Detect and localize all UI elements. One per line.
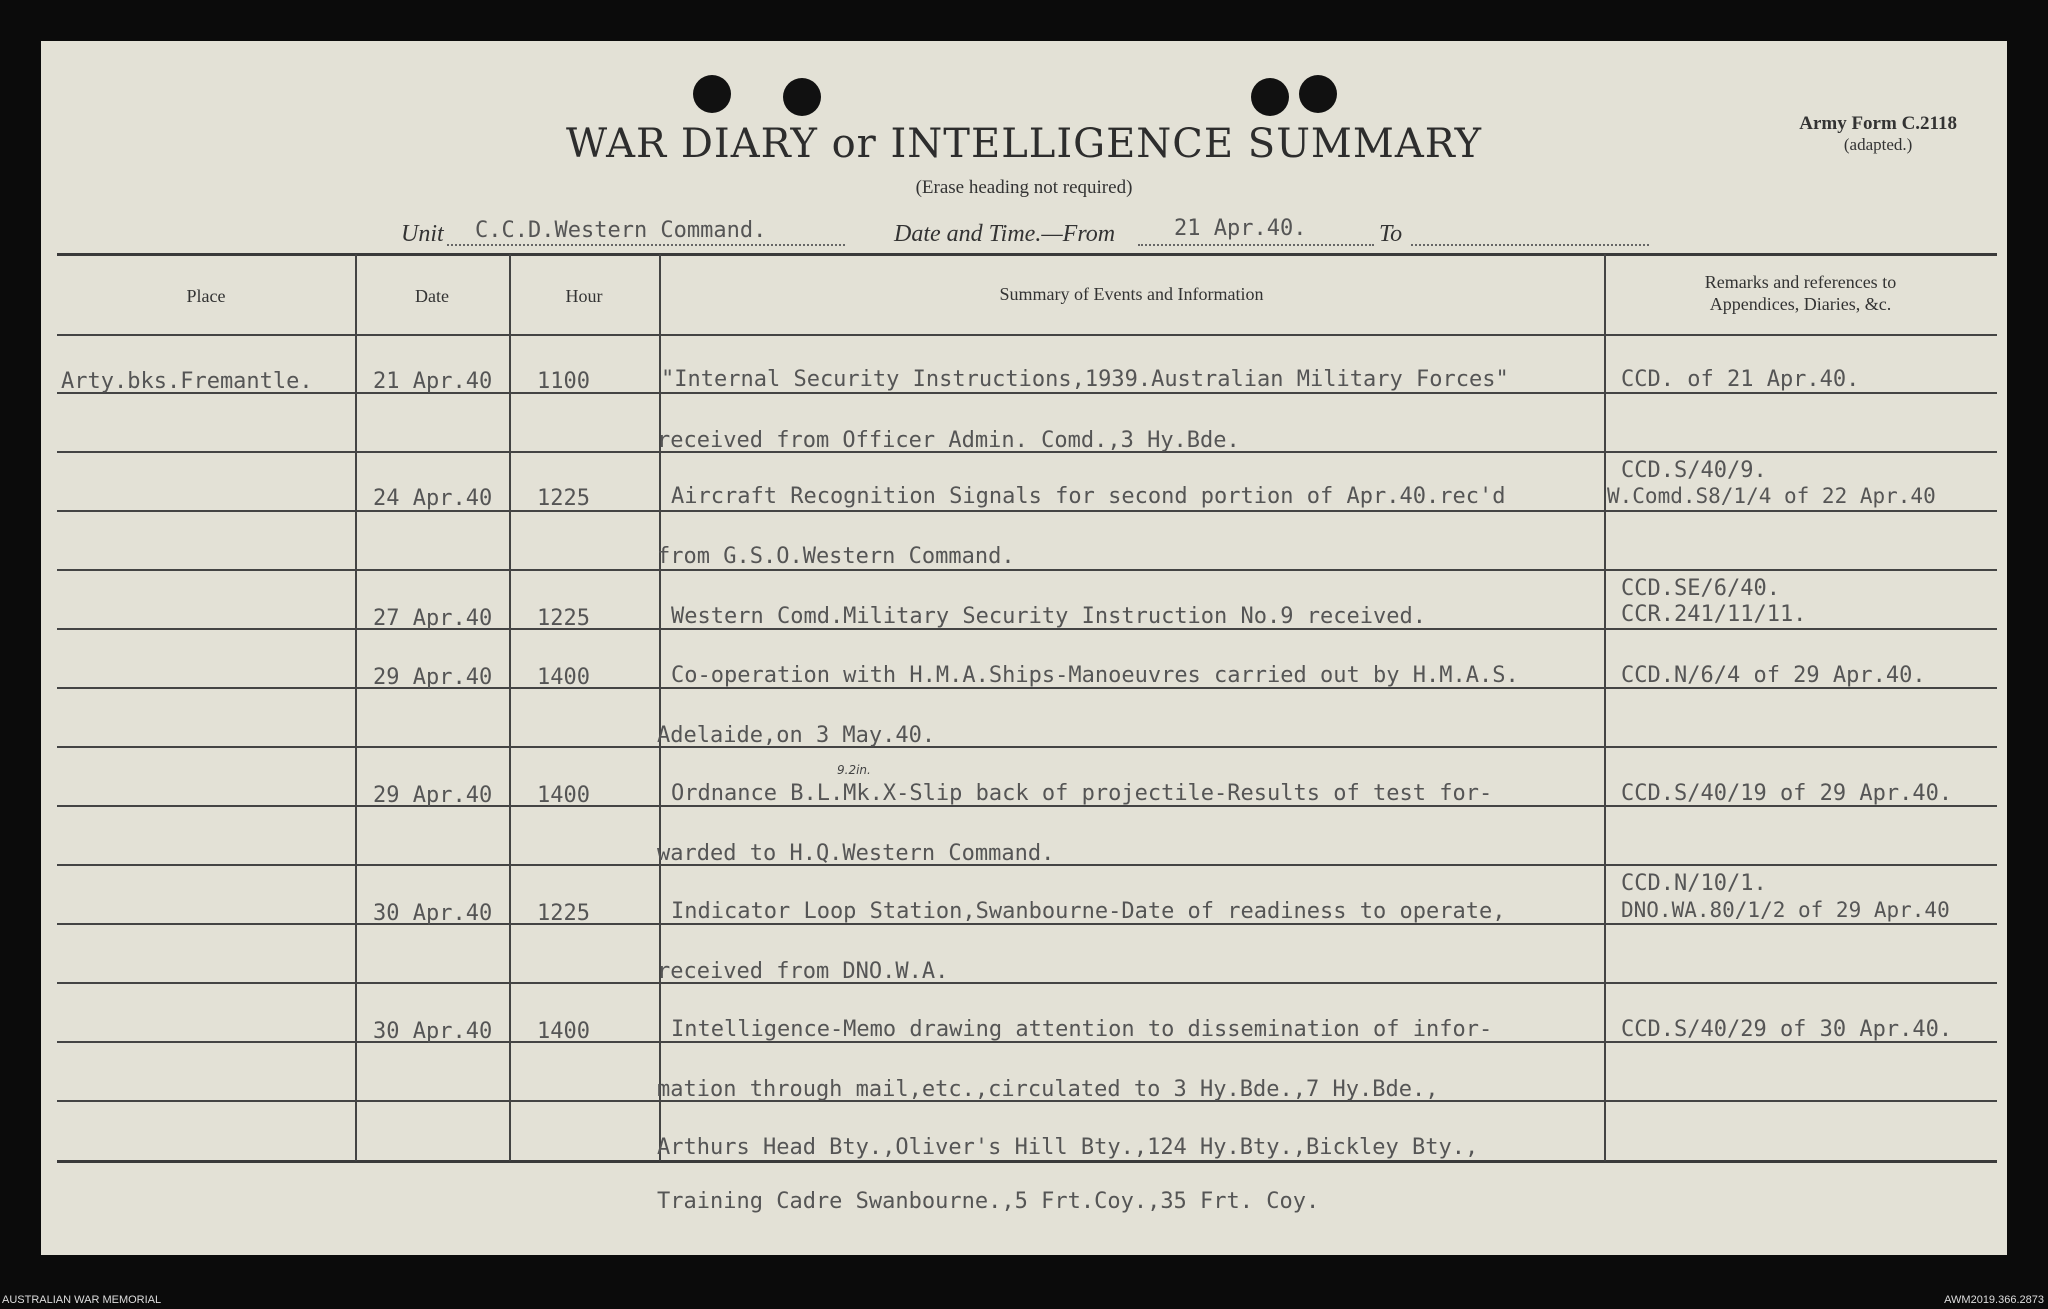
summary-line: Indicator Loop Station,Swanbourne-Date of readiness to operate, [671, 899, 1506, 924]
col-header-remarks-line2: Appendices, Diaries, &c. [1709, 294, 1892, 314]
date-from-dotted-line [1138, 244, 1374, 246]
date-to-dotted-line [1411, 244, 1649, 246]
unit-dotted-line [447, 244, 845, 246]
summary-line: Western Comd.Military Security Instruction No.9 received. [671, 604, 1426, 629]
ruled-line [57, 746, 1997, 748]
ruled-line [57, 392, 1997, 394]
col-header-remarks-line1: Remarks and references to [1704, 272, 1897, 292]
hour-cell: 1400 [537, 1019, 590, 1044]
unit-label: Unit [401, 221, 444, 247]
diary-page [41, 41, 2007, 1255]
handwritten-annotation: 9.2in. [837, 763, 871, 777]
footer-accession-number: AWM2019.366.2873 [1944, 1294, 2044, 1306]
date-cell: 29 Apr.40 [373, 665, 493, 690]
summary-line: received from Officer Admin. Comd.,3 Hy.Bde. [657, 428, 1240, 453]
remarks-line: CCD.S/40/19 of 29 Apr.40. [1621, 781, 1953, 806]
form-title: WAR DIARY or INTELLIGENCE SUMMARY [565, 121, 1482, 167]
summary-line: "Internal Security Instructions,1939.Australian Military Forces" [661, 367, 1509, 392]
summary-line: Adelaide,on 3 May.40. [657, 723, 936, 748]
summary-line: from G.S.O.Western Command. [657, 544, 1015, 569]
remarks-line: W.Comd.S8/1/4 of 22 Apr.40 [1607, 484, 1936, 508]
remarks-line: CCD.N/6/4 of 29 Apr.40. [1621, 663, 1926, 688]
summary-line: warded to H.Q.Western Command. [657, 841, 1055, 866]
ruled-line [57, 510, 1997, 512]
punch-hole [783, 78, 821, 116]
date-from-value: 21 Apr.40. [1174, 216, 1307, 241]
ruled-line [57, 569, 1997, 571]
hour-cell: 1225 [537, 486, 590, 511]
punch-hole [1299, 75, 1337, 113]
summary-line: Intelligence-Memo drawing attention to dissemination of infor- [671, 1017, 1493, 1042]
hour-cell: 1225 [537, 606, 590, 631]
unit-value: C.C.D.Western Command. [475, 218, 767, 243]
form-subtitle: (Erase heading not required) [915, 177, 1133, 198]
date-cell: 29 Apr.40 [373, 783, 493, 808]
date-cell: 27 Apr.40 [373, 606, 493, 631]
date-cell: 30 Apr.40 [373, 901, 493, 926]
hour-cell: 1400 [537, 783, 590, 808]
col-header-summary: Summary of Events and Information [999, 284, 1264, 304]
col-divider [1604, 254, 1606, 1161]
continuation-line: Training Cadre Swanbourne.,5 Frt.Coy.,35 Frt. Coy. [657, 1189, 1320, 1214]
table-bottom-rule [57, 1160, 1997, 1163]
hour-cell: 1100 [537, 369, 590, 394]
remarks-line: CCD.S/40/9. [1621, 458, 1767, 483]
army-form-label: Army Form C.2118 [1799, 113, 1957, 134]
summary-line: Co-operation with H.M.A.Ships-Manoeuvres carried out by H.M.A.S. [671, 663, 1519, 688]
date-label: Date and Time.—From [894, 221, 1116, 247]
remarks-line: CCD.N/10/1. [1621, 871, 1767, 896]
to-label: To [1379, 221, 1403, 247]
col-divider [509, 254, 511, 1161]
army-form-note: (adapted.) [1843, 135, 1913, 154]
header-bottom-rule [57, 334, 1997, 336]
remarks-line: CCD.S/40/29 of 30 Apr.40. [1621, 1017, 1953, 1042]
summary-line: Ordnance B.L.Mk.X-Slip back of projectile-Results of test for- [671, 781, 1493, 806]
remarks-line: DNO.WA.80/1/2 of 29 Apr.40 [1621, 898, 1950, 922]
hour-cell: 1225 [537, 901, 590, 926]
remarks-line: CCD. of 21 Apr.40. [1621, 367, 1860, 392]
col-header-hour: Hour [565, 286, 603, 306]
remarks-line: CCR.241/11/11. [1621, 602, 1807, 627]
summary-line: Arthurs Head Bty.,Oliver's Hill Bty.,124 Hy.Bty.,Bickley Bty., [657, 1135, 1479, 1160]
hour-cell: 1400 [537, 665, 590, 690]
col-divider [355, 254, 357, 1161]
col-header-place: Place [186, 286, 226, 306]
footer-collection-label: AUSTRALIAN WAR MEMORIAL [2, 1294, 162, 1306]
date-cell: 24 Apr.40 [373, 486, 493, 511]
table-top-rule [57, 253, 1997, 256]
remarks-line: CCD.SE/6/40. [1621, 576, 1780, 601]
punch-hole [693, 75, 731, 113]
summary-line: mation through mail,etc.,circulated to 3 Hy.Bde.,7 Hy.Bde., [657, 1077, 1439, 1102]
date-cell: 21 Apr.40 [373, 369, 493, 394]
summary-line: received from DNO.W.A. [657, 959, 949, 984]
ruled-line [57, 982, 1997, 984]
col-header-date: Date [415, 286, 449, 306]
date-cell: 30 Apr.40 [373, 1019, 493, 1044]
place-cell: Arty.bks.Fremantle. [61, 369, 313, 394]
army-form-number [1799, 113, 1957, 155]
punch-hole [1251, 78, 1289, 116]
col-header-remarks [1604, 271, 1997, 315]
summary-line: Aircraft Recognition Signals for second portion of Apr.40.rec'd [671, 484, 1506, 509]
